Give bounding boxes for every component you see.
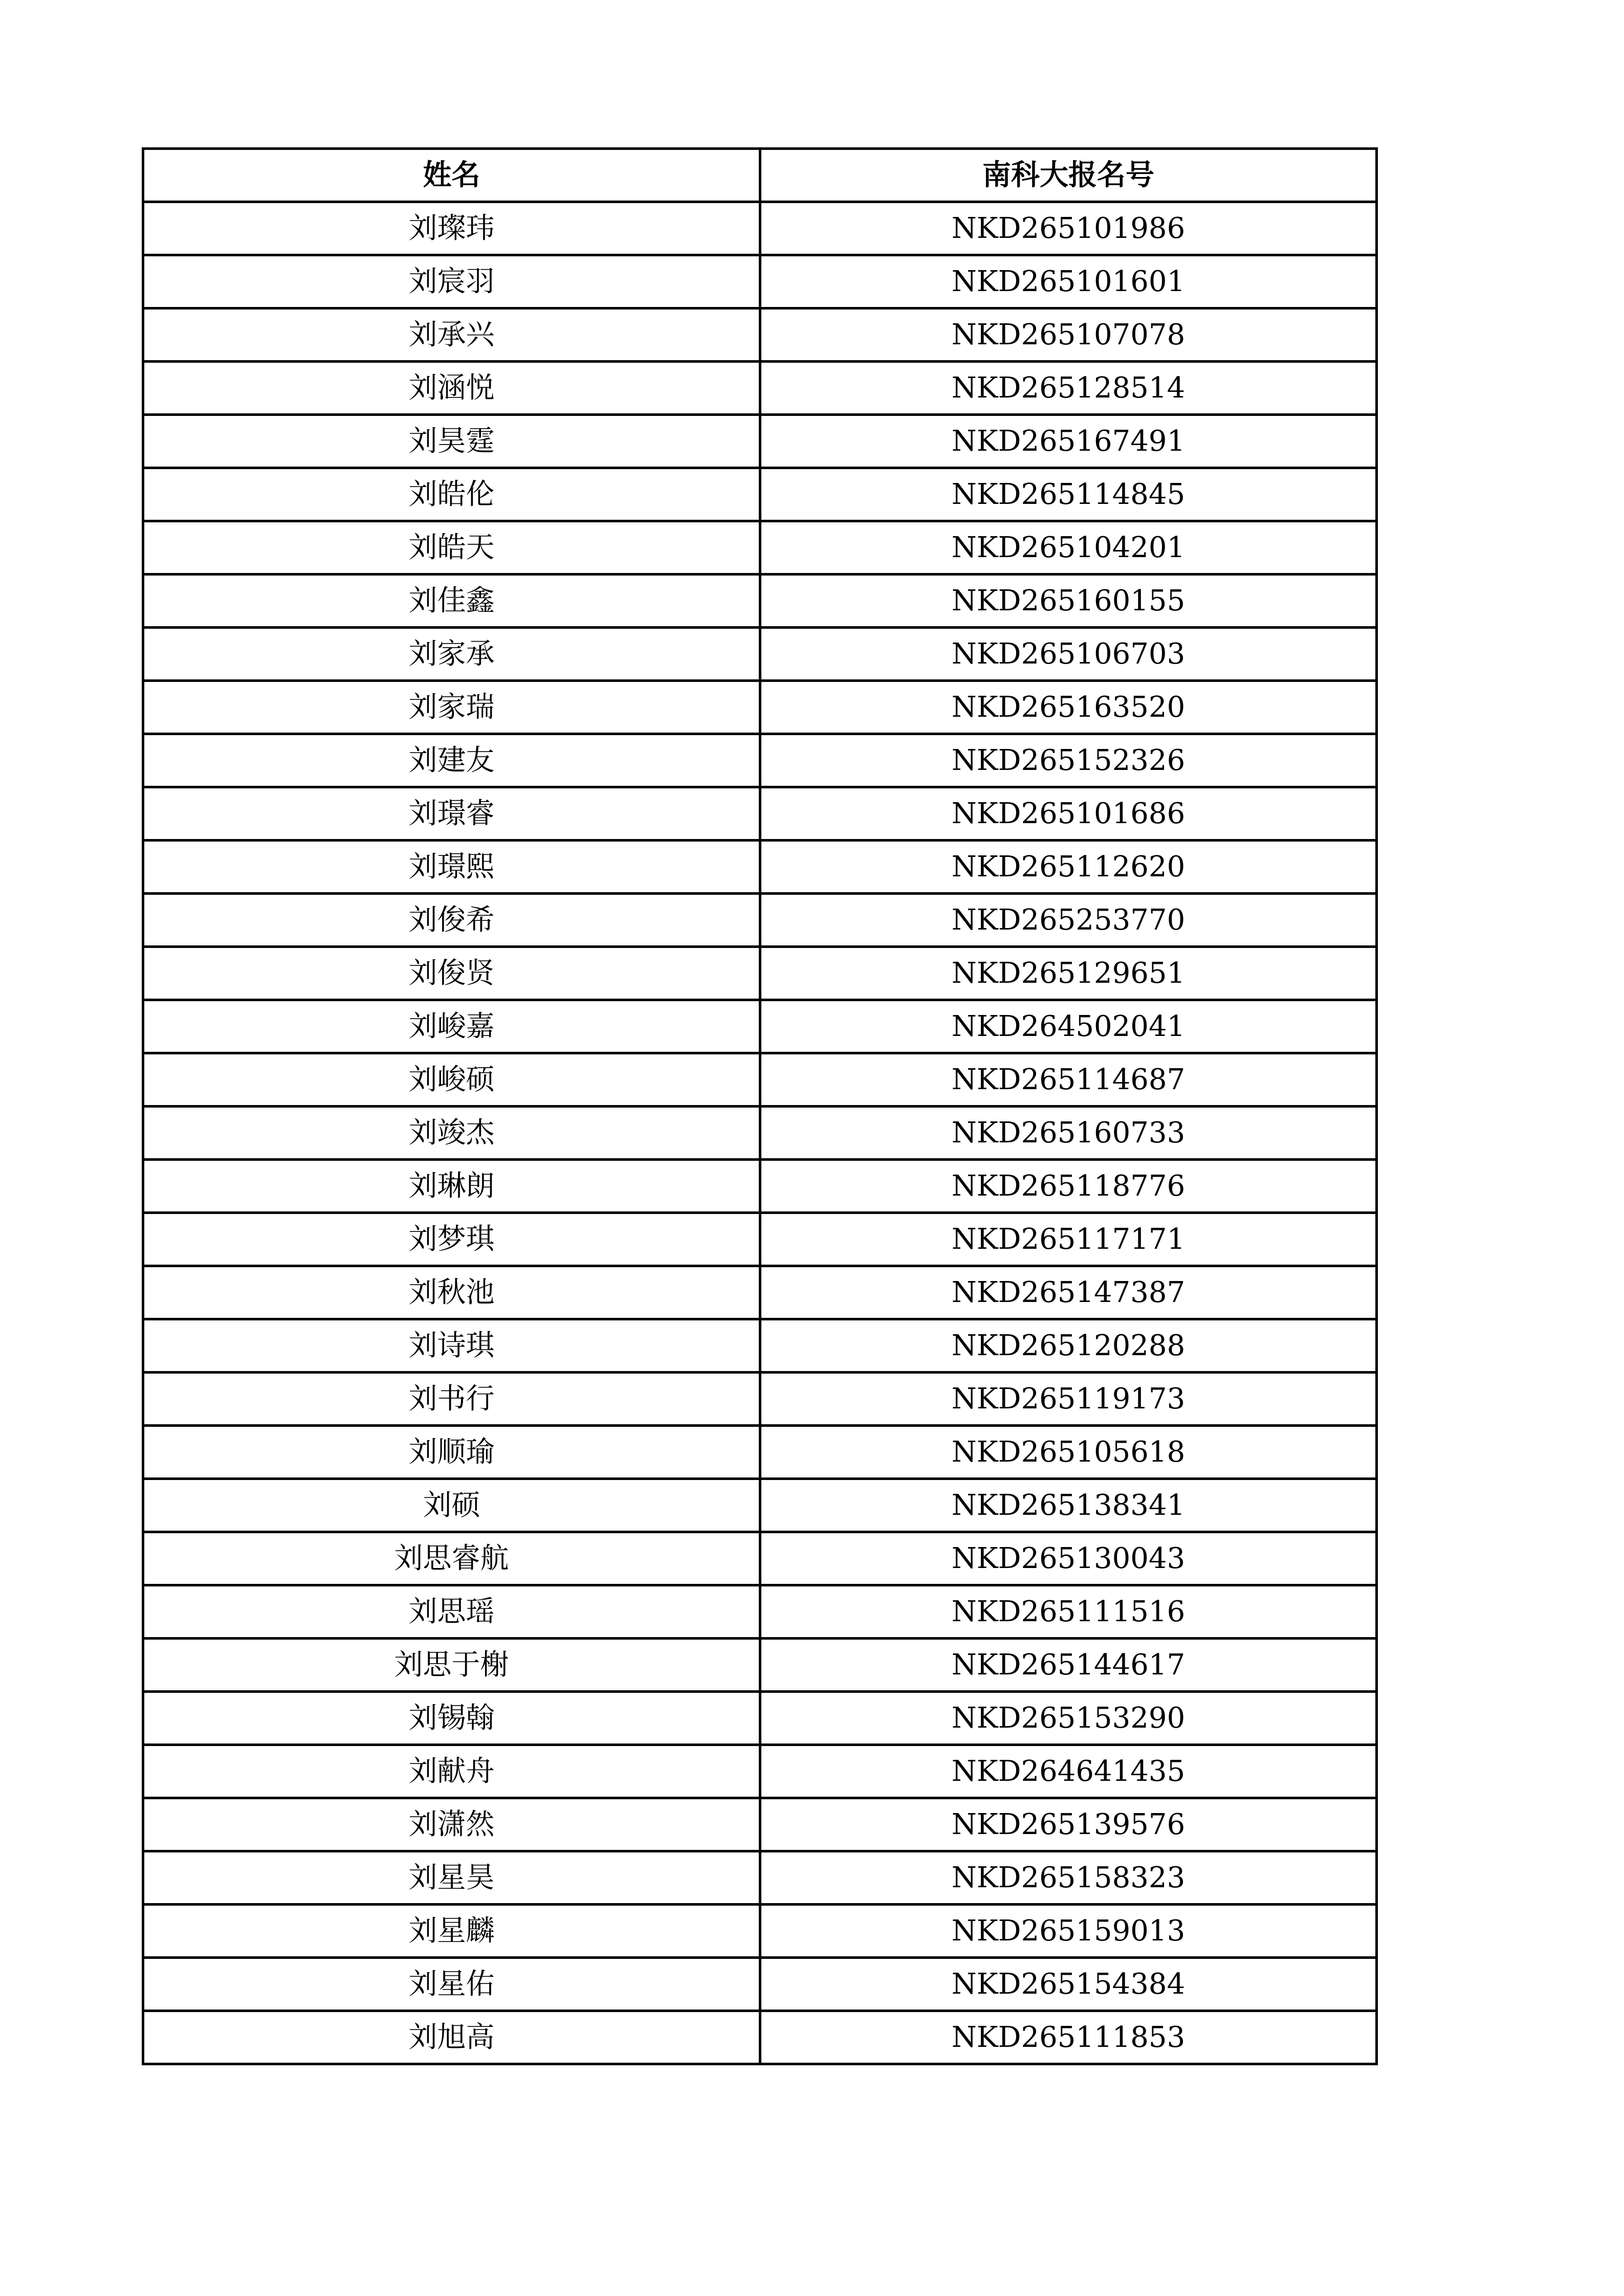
registration-number-cell: NKD265153290	[760, 1692, 1377, 1745]
registration-number-cell: NKD265158323	[760, 1851, 1377, 1905]
name-cell: 刘璟熙	[143, 841, 760, 894]
name-cell: 刘峻硕	[143, 1053, 760, 1107]
header-name: 姓名	[143, 149, 760, 202]
name-cell: 刘家瑞	[143, 681, 760, 734]
registration-number-cell: NKD265105618	[760, 1426, 1377, 1479]
name-cell: 刘顺瑜	[143, 1426, 760, 1479]
registration-number-cell: NKD265104201	[760, 521, 1377, 575]
registration-number-cell: NKD265167491	[760, 415, 1377, 468]
table-row	[143, 628, 1377, 681]
table-row	[143, 1053, 1377, 1107]
name-cell: 刘俊希	[143, 894, 760, 947]
name-cell: 刘家承	[143, 628, 760, 681]
table-row	[143, 734, 1377, 787]
registration-number-cell: NKD265130043	[760, 1532, 1377, 1585]
name-cell: 刘建友	[143, 734, 760, 787]
registration-number-cell: NKD265159013	[760, 1905, 1377, 1958]
table-row	[143, 2011, 1377, 2064]
name-cell: 刘涵悦	[143, 362, 760, 415]
registration-number-cell: NKD265147387	[760, 1266, 1377, 1319]
name-cell: 刘思瑶	[143, 1585, 760, 1639]
table-row	[143, 308, 1377, 362]
applicant-table	[142, 147, 1378, 2065]
table-row	[143, 1107, 1377, 1160]
table-row	[143, 1958, 1377, 2011]
registration-number-cell: NKD264502041	[760, 1000, 1377, 1053]
table-row	[143, 1000, 1377, 1053]
table-row	[143, 255, 1377, 308]
header-registration-number: 南科大报名号	[760, 149, 1377, 202]
table-row	[143, 1745, 1377, 1798]
table-row	[143, 947, 1377, 1000]
table-row	[143, 1213, 1377, 1266]
table-row	[143, 1266, 1377, 1319]
registration-number-cell: NKD265118776	[760, 1160, 1377, 1213]
name-cell: 刘琳朗	[143, 1160, 760, 1213]
name-cell: 刘思于榭	[143, 1639, 760, 1692]
table-row	[143, 841, 1377, 894]
name-cell: 刘星昊	[143, 1851, 760, 1905]
table-row	[143, 1532, 1377, 1585]
name-cell: 刘昊霆	[143, 415, 760, 468]
name-cell: 刘佳鑫	[143, 575, 760, 628]
registration-number-cell: NKD265154384	[760, 1958, 1377, 2011]
table-row	[143, 1851, 1377, 1905]
registration-number-cell: NKD265112620	[760, 841, 1377, 894]
table-row	[143, 1373, 1377, 1426]
table-row	[143, 362, 1377, 415]
name-cell: 刘硕	[143, 1479, 760, 1532]
name-cell: 刘承兴	[143, 308, 760, 362]
registration-number-cell: NKD265152326	[760, 734, 1377, 787]
registration-number-cell: NKD265101686	[760, 787, 1377, 841]
name-cell: 刘星佑	[143, 1958, 760, 2011]
table-row	[143, 787, 1377, 841]
name-cell: 刘璨玮	[143, 202, 760, 255]
table-row	[143, 1905, 1377, 1958]
table-row	[143, 415, 1377, 468]
name-cell: 刘旭高	[143, 2011, 760, 2064]
name-cell: 刘梦琪	[143, 1213, 760, 1266]
name-cell: 刘皓天	[143, 521, 760, 575]
name-cell: 刘潇然	[143, 1798, 760, 1851]
table-row	[143, 1160, 1377, 1213]
registration-number-cell: NKD265139576	[760, 1798, 1377, 1851]
registration-number-cell: NKD265101601	[760, 255, 1377, 308]
registration-number-cell: NKD265144617	[760, 1639, 1377, 1692]
name-cell: 刘秋池	[143, 1266, 760, 1319]
table-row	[143, 202, 1377, 255]
registration-number-cell: NKD265160155	[760, 575, 1377, 628]
registration-number-cell: NKD265111853	[760, 2011, 1377, 2064]
registration-number-cell: NKD265163520	[760, 681, 1377, 734]
table-row	[143, 681, 1377, 734]
registration-number-cell: NKD265160733	[760, 1107, 1377, 1160]
table-row	[143, 1426, 1377, 1479]
registration-number-cell: NKD265138341	[760, 1479, 1377, 1532]
table-row	[143, 468, 1377, 521]
registration-number-cell: NKD265117171	[760, 1213, 1377, 1266]
name-cell: 刘思睿航	[143, 1532, 760, 1585]
registration-number-cell: NKD264641435	[760, 1745, 1377, 1798]
registration-number-cell: NKD265107078	[760, 308, 1377, 362]
registration-number-cell: NKD265114687	[760, 1053, 1377, 1107]
name-cell: 刘锡翰	[143, 1692, 760, 1745]
name-cell: 刘竣杰	[143, 1107, 760, 1160]
registration-number-cell: NKD265111516	[760, 1585, 1377, 1639]
table-row	[143, 575, 1377, 628]
name-cell: 刘书行	[143, 1373, 760, 1426]
table-header-row	[143, 149, 1377, 202]
name-cell: 刘宸羽	[143, 255, 760, 308]
table-row	[143, 1639, 1377, 1692]
table-row	[143, 894, 1377, 947]
table-row	[143, 521, 1377, 575]
registration-number-cell: NKD265119173	[760, 1373, 1377, 1426]
registration-number-cell: NKD265128514	[760, 362, 1377, 415]
name-cell: 刘璟睿	[143, 787, 760, 841]
registration-number-cell: NKD265101986	[760, 202, 1377, 255]
name-cell: 刘献舟	[143, 1745, 760, 1798]
table-row	[143, 1798, 1377, 1851]
name-cell: 刘皓伦	[143, 468, 760, 521]
name-cell: 刘峻嘉	[143, 1000, 760, 1053]
table-row	[143, 1319, 1377, 1373]
registration-number-cell: NKD265253770	[760, 894, 1377, 947]
name-cell: 刘俊贤	[143, 947, 760, 1000]
registration-number-cell: NKD265129651	[760, 947, 1377, 1000]
name-cell: 刘诗琪	[143, 1319, 760, 1373]
table-row	[143, 1479, 1377, 1532]
registration-number-cell: NKD265114845	[760, 468, 1377, 521]
name-cell: 刘星麟	[143, 1905, 760, 1958]
table-row	[143, 1692, 1377, 1745]
registration-number-cell: NKD265120288	[760, 1319, 1377, 1373]
registration-number-cell: NKD265106703	[760, 628, 1377, 681]
table-row	[143, 1585, 1377, 1639]
